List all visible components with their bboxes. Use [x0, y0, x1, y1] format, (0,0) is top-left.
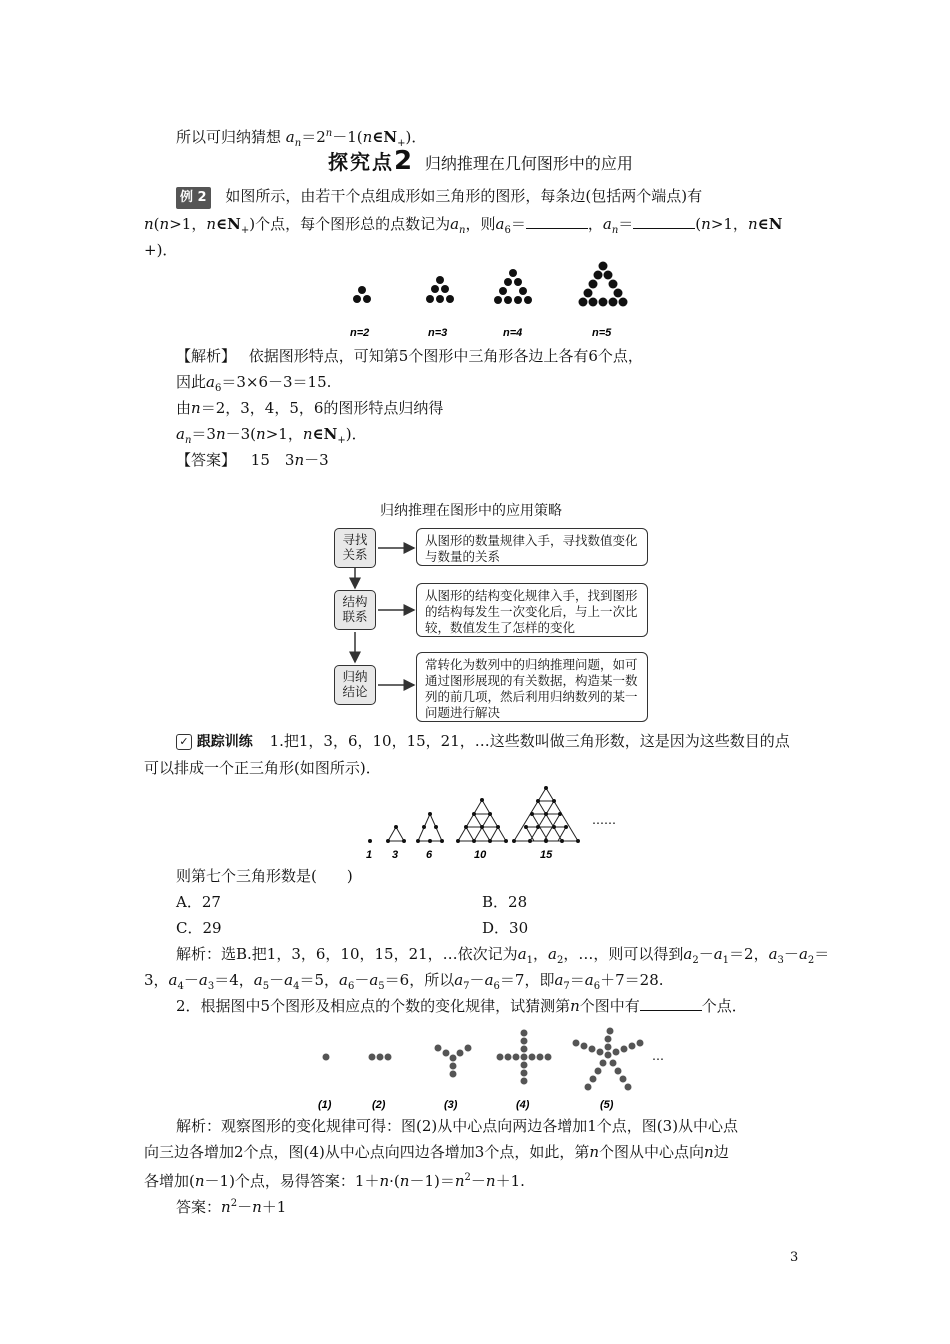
- text: ，…，则可以得到: [563, 945, 684, 963]
- text: 结论: [342, 684, 368, 699]
- tri-label: 15: [540, 849, 553, 861]
- var: a: [285, 128, 295, 146]
- solution-1-line-2: 3，$a_4-a_3=4$，$a_5-a_4=5$，$a_6-a_5=6$，所以$a_7-a_6=7$，即$a_7=a_6+7=28$.: [144, 971, 664, 992]
- sub: n: [294, 138, 302, 149]
- solution-2-line-2: 向三边各增加2个点，图(4)从中心点向四边各增加3个点，如此，第n个图从中心点向n边: [144, 1143, 729, 1161]
- flowchart-step-1: [334, 528, 376, 568]
- text: 与数量的关系: [425, 549, 501, 564]
- option-d: D．30: [482, 919, 529, 937]
- blank: [640, 996, 702, 1011]
- text: 个图中有: [579, 997, 640, 1015]
- flowchart-title: 归纳推理在图形中的应用策略: [380, 503, 562, 519]
- flowchart-desc-2: [416, 583, 648, 637]
- text: (: [153, 215, 160, 233]
- text: ∈N: [757, 215, 783, 233]
- text: 问题进行解决: [425, 705, 501, 720]
- training-line-1: [176, 731, 790, 752]
- text: 的结构每发生一次变化后，与上一次比: [425, 604, 638, 619]
- text: －: [237, 1198, 253, 1216]
- section-prefix: 探究点: [328, 150, 394, 174]
- text: ＝2: [301, 128, 326, 146]
- text: －3: [304, 451, 329, 469]
- text: 个图从中心点向: [599, 1143, 705, 1161]
- text: ，即: [524, 971, 555, 989]
- section-heading: [328, 146, 633, 176]
- tri-label: 1: [366, 849, 373, 861]
- text: 所以: [424, 971, 455, 989]
- text: 向三边各增加2个点，图(4)从中心点向四边各增加3个点，如此，第: [144, 1143, 590, 1161]
- text: 依据图形特点，可知第5个图形中三角形各边上各有6个点，: [248, 347, 643, 365]
- analysis-line-1: [176, 346, 643, 366]
- flowchart-desc-3: [416, 652, 648, 722]
- text: ·(: [389, 1172, 400, 1190]
- analysis-line-3: 由n＝2，3，4，5，6的图形特点归纳得: [176, 399, 444, 417]
- text: 较，数值发生了怎样的变化: [425, 620, 576, 635]
- solution-1-line-1: 解析：选B.把1，3，6，10，15，21，…依次记为$a_1$，$a_2$，…，则可以得到$a_2-a_1=2$，$a_3-a_2=$: [176, 945, 830, 966]
- fig-label: n=4: [503, 327, 523, 339]
- text: 因此: [176, 373, 207, 391]
- tri-label: 10: [474, 849, 487, 861]
- analysis-line-2: 因此$a_6=3\times 6-3=15$.: [176, 373, 332, 394]
- fig2-label: (2): [372, 1099, 386, 1111]
- text: ∈N: [312, 425, 338, 443]
- text: ＝3×6－3＝15.: [221, 373, 332, 391]
- text: 所以可归纳猜想: [176, 128, 282, 146]
- flowchart-step-3: [334, 665, 376, 705]
- text: 15 3: [250, 451, 295, 469]
- text: ∈N: [372, 128, 398, 146]
- text: 各增加(: [144, 1172, 195, 1190]
- training-label: 跟踪训练: [196, 734, 253, 750]
- text: )个点，每个图形总的点数记为: [249, 215, 451, 233]
- blank: [633, 214, 695, 229]
- text: +)．: [144, 241, 178, 259]
- section-title: 归纳推理在几何图形中的应用: [424, 154, 633, 173]
- text: (: [695, 215, 702, 233]
- text: >1，: [265, 425, 303, 443]
- text: 从图形的结构变化规律入手，找到图形: [425, 588, 638, 603]
- text: ＝: [618, 215, 634, 233]
- text: ＝3: [191, 425, 216, 443]
- text: )．: [345, 425, 367, 443]
- text: ＝2，3，4，5，6的图形特点归纳得: [200, 399, 444, 417]
- text: －1)个点，易得答案：1＋: [204, 1172, 380, 1190]
- fig2-label: (5): [600, 1099, 614, 1111]
- text: )．: [405, 128, 427, 146]
- checkmark-icon: ✓: [176, 734, 192, 750]
- text: 联系: [342, 609, 368, 624]
- text: 1.把1，3，6，10，15，21，…这些数叫做三角形数，这是因为这些数目的点: [269, 732, 790, 750]
- analysis-label: 【解析】: [176, 347, 237, 365]
- text: 个点．: [701, 997, 747, 1015]
- fig2-label: (1): [318, 1099, 332, 1111]
- text: 由: [176, 399, 192, 417]
- sub: +: [397, 138, 406, 149]
- example-line-2: n(n>1，$n\in N_+$)个点，每个图形总的点数记为$a_n$，则$a_6=$ ，$a_n= (n>1$，n∈N: [144, 215, 783, 236]
- text: >1，: [710, 215, 748, 233]
- text: 常转化为数列中的归纳推理问题，如可: [425, 657, 638, 672]
- text: －1(: [332, 128, 363, 146]
- text: ，则: [465, 215, 496, 233]
- solution-2-line-1: 解析：观察图形的变化规律可得：图(2)从中心点向两边各增加1个点，图(3)从中心点: [176, 1117, 739, 1135]
- text: －3(: [225, 425, 257, 443]
- triangle-dots-figure: [340, 258, 660, 348]
- text: 解析：选B.把1，3，6，10，15，21，…依次记为: [176, 945, 518, 963]
- solution-2-line-3: 各增加(n－1)个点，易得答案：$1+n\cdot(n-1)=n^2-n+1$.: [144, 1172, 525, 1190]
- text: 2．根据图中5个图形及相应点的个数的变化规律，试猜测第: [176, 997, 571, 1015]
- fig-label: n=5: [592, 327, 612, 339]
- text: ＝: [510, 215, 526, 233]
- tri-label: 3: [392, 849, 399, 861]
- option-b: B．28: [482, 893, 528, 911]
- tri-label: 6: [426, 849, 433, 861]
- text: 从图形的数量规律入手，寻找数值变化: [425, 533, 638, 548]
- triangular-numbers-figure: [360, 784, 620, 864]
- sup: n: [325, 128, 333, 139]
- answer-label: 【答案】: [176, 451, 237, 469]
- blank: [526, 214, 588, 229]
- var: n: [362, 128, 373, 146]
- training-line-2: [144, 758, 381, 778]
- text: 关系: [342, 547, 368, 562]
- fig-label: n=3: [428, 327, 448, 339]
- text: 寻找: [342, 532, 368, 547]
- page-number: 3: [790, 1250, 799, 1265]
- flowchart-desc-1: [416, 528, 648, 566]
- answer-line: 【答案】 15 3n－3: [176, 451, 329, 469]
- answer-2-line: 答案：$n^2-n+1$: [176, 1198, 287, 1216]
- text: －: [470, 1172, 486, 1190]
- text: 通过图形展现的有关数据，构造某一数: [425, 673, 638, 688]
- section-number: 2: [394, 146, 413, 176]
- text: 列的前几项，然后利用归纳数列的某一: [425, 689, 638, 704]
- example-line-3: [144, 240, 177, 260]
- text: 结构: [342, 594, 368, 609]
- option-c: C．29: [176, 919, 222, 937]
- fig-label: n=2: [350, 327, 370, 339]
- text: 可以排成一个正三角形(如图所示)．: [144, 759, 381, 777]
- analysis-line-4: $a_n=3n-3(n>1$，$n\in N_+$)．: [176, 425, 367, 446]
- text: ∈N: [216, 215, 241, 233]
- flowchart-step-2: [334, 590, 376, 630]
- example-line-1: [176, 186, 702, 209]
- fig2-label: (4): [516, 1099, 530, 1111]
- q1-ask: 则第七个三角形数是( ): [176, 867, 353, 885]
- answer-label: 答案：: [176, 1198, 222, 1216]
- ellipsis: …: [652, 1049, 664, 1063]
- text: 如图所示，由若干个点组成形如三角形的图形，每条边(包括两个端点)有: [225, 187, 703, 205]
- text: 归纳: [342, 669, 368, 684]
- dot-pattern-figure: [310, 1026, 670, 1112]
- text: ，: [587, 215, 603, 233]
- text: －1)＝: [409, 1172, 455, 1190]
- q2-line: 2．根据图中5个图形及相应点的个数的变化规律，试猜测第n个图中有 个点．: [176, 997, 747, 1015]
- text: ＋1: [261, 1198, 287, 1216]
- fig2-label: (3): [444, 1099, 458, 1111]
- text: 边: [713, 1143, 729, 1161]
- text: ＋1.: [495, 1172, 525, 1190]
- ellipsis: ……: [592, 813, 616, 827]
- text: >1，: [169, 215, 207, 233]
- example-badge: 例 2: [176, 187, 211, 209]
- option-a: A．27: [176, 893, 221, 911]
